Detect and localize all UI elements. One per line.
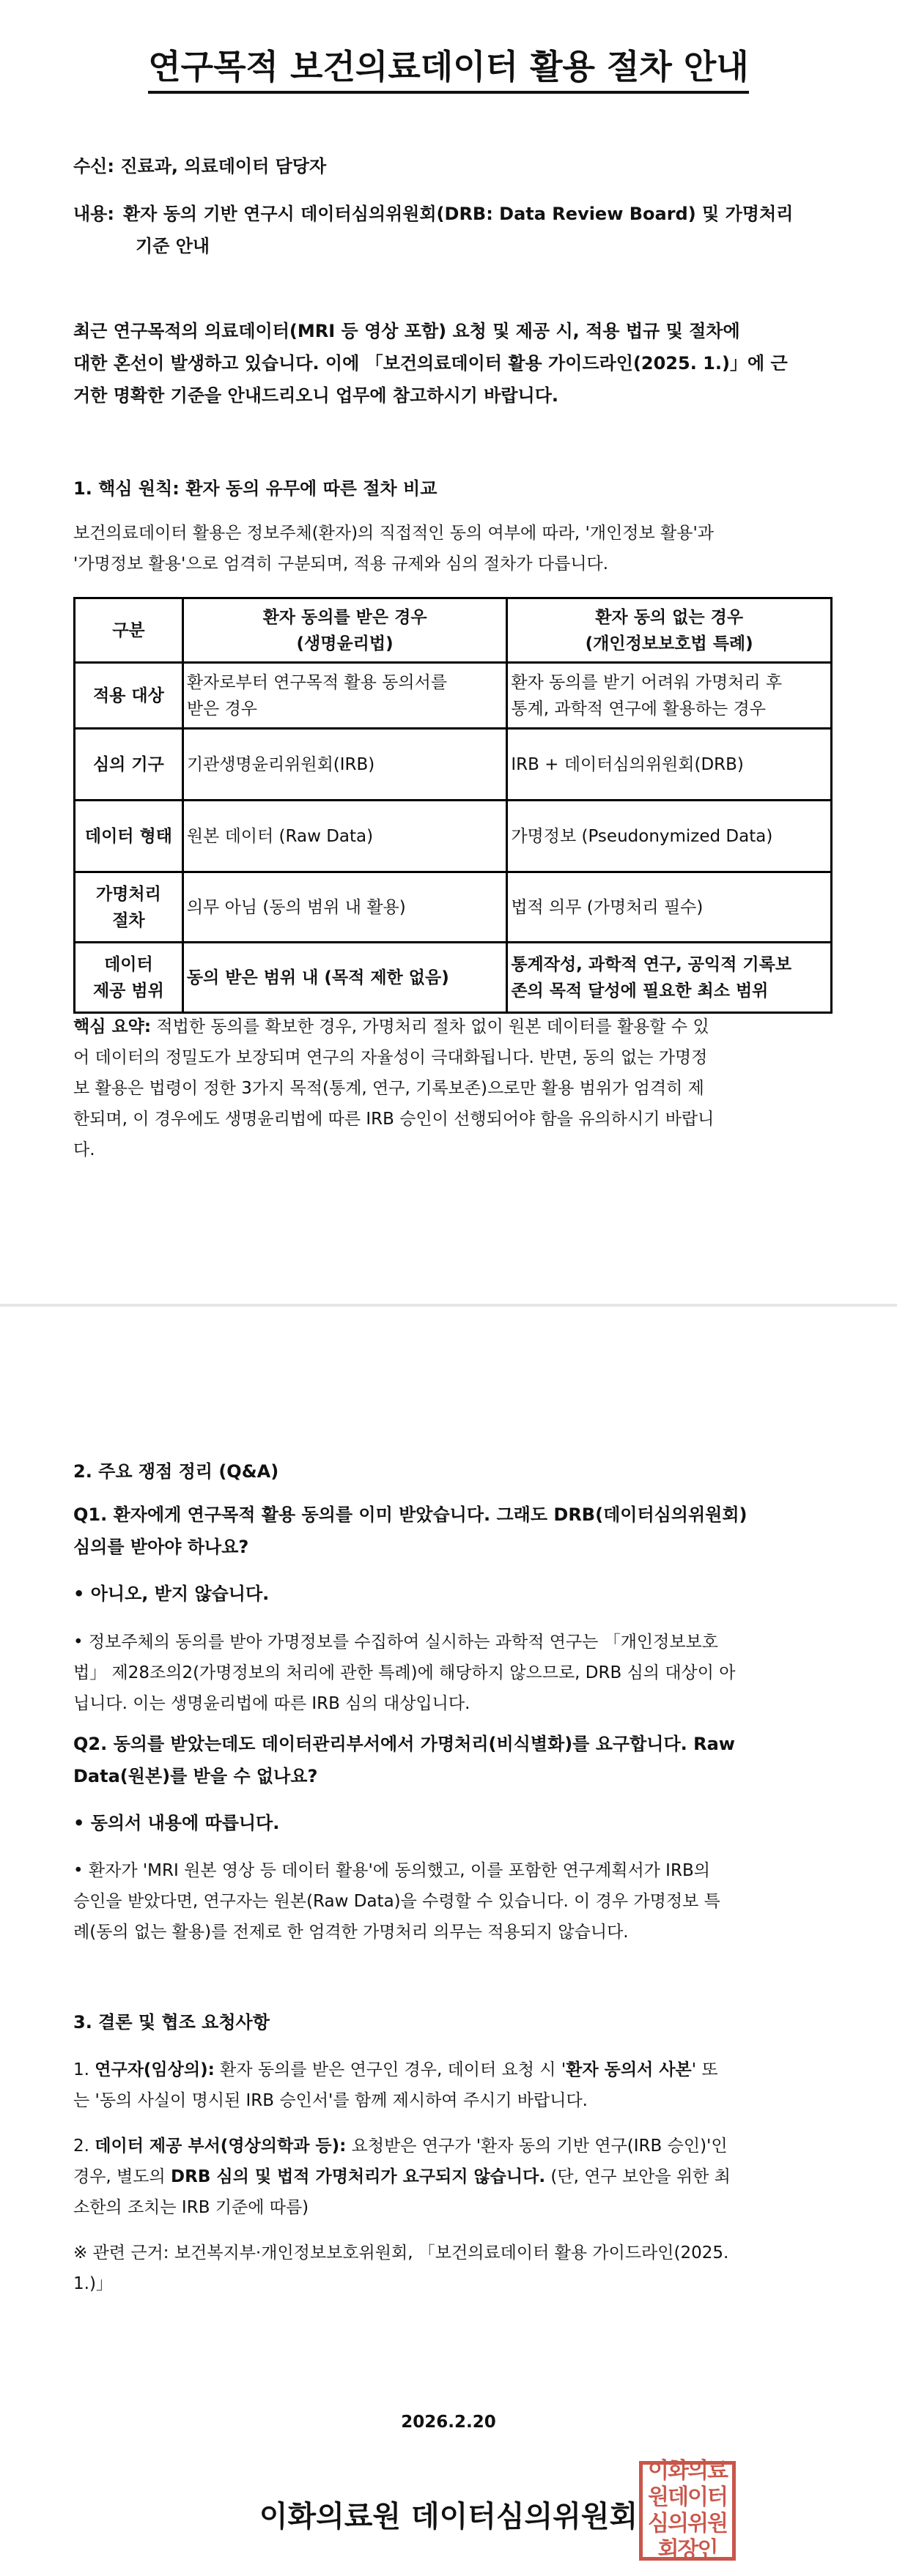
- q1-line-1: Q1. 환자에게 연구목적 활용 동의를 이미 받았습니다. 그래도 DRB(데이터심의위원회): [73, 1504, 748, 1525]
- header-with-consent-line-1: 환자 동의를 받은 경우: [262, 607, 427, 627]
- page-2: [0, 1307, 897, 2576]
- a1-line-1: • 정보주체의 동의를 받아 가명정보를 수집하여 실시하는 과학적 연구는 「개인정보보호: [73, 1633, 718, 1652]
- cell-with-consent: 기관생명윤리위원회(IRB): [182, 729, 506, 801]
- cell-without-consent: 가명정보 (Pseudonymized Data): [507, 801, 832, 872]
- row-label-line: 가명처리: [95, 884, 161, 904]
- a1-heading: • 아니오, 받지 않습니다.: [73, 1584, 270, 1604]
- document-title: 연구목적 보건의료데이터 활용 절차 안내: [0, 40, 897, 89]
- q2-line-1: Q2. 동의를 받았는데도 데이터관리부서에서 가명처리(비식별화)를 요구합니다. Raw: [73, 1734, 735, 1754]
- table-row: [75, 663, 832, 729]
- cell-without-consent: 법적 의무 (가명처리 필수): [507, 872, 832, 943]
- q2-line-2: Data(원본)를 받을 수 없나요?: [73, 1766, 318, 1786]
- a2-line-2: 승인을 받았다면, 연구자는 원본(Raw Data)을 수령할 수 있습니다. 이 경우 가명정보 특: [73, 1892, 720, 1911]
- header-category: 구분: [75, 598, 183, 663]
- row-label-line: 제공 범위: [92, 981, 164, 1001]
- q1-line-2: 심의를 받아야 하나요?: [73, 1537, 249, 1557]
- summary-text: 적법한 동의를 확보한 경우, 가명처리 절차 없이 원본 데이터를 활용할 수 있: [151, 1017, 709, 1036]
- intro-line-2: 대한 혼선이 발생하고 있습니다. 이에 「보건의료데이터 활용 가이드라인(2025. 1.)」에 근: [73, 353, 788, 374]
- item-2-line-2: [73, 2162, 731, 2191]
- cell-with-consent: [182, 663, 506, 729]
- table-row: [75, 729, 832, 801]
- item-1-line-2: 는 '동의 사실이 명시된 IRB 승인서'를 함께 제시하여 주시기 바랍니다.: [73, 2091, 588, 2110]
- item-number: 2.: [73, 2137, 95, 2156]
- table-row: [75, 943, 832, 1013]
- row-label: 적용 대상: [75, 663, 183, 729]
- row-label-line: 데이터: [104, 954, 153, 974]
- item-1-text: 환자 동의를 받은 연구인 경우, 데이터 요청 시 ': [214, 2060, 566, 2079]
- a2-heading: • 동의서 내용에 따릅니다.: [73, 1813, 280, 1833]
- section-1-heading: 1. 핵심 원칙: 환자 동의 유무에 따른 절차 비교: [73, 478, 438, 499]
- header-with-consent: [182, 598, 506, 663]
- a2-line-1: • 환자가 'MRI 원본 영상 등 데이터 활용'에 동의했고, 이를 포함한 연구계획서가 IRB의: [73, 1861, 710, 1880]
- section-1-para-line-1: 보건의료데이터 활용은 정보주체(환자)의 직접적인 동의 여부에 따라, '개인정보 활용'과: [73, 524, 715, 543]
- item-2-line-3: 소한의 조치는 IRB 기준에 따름): [73, 2198, 309, 2217]
- row-label: [75, 943, 183, 1013]
- summary-line-1: [73, 1012, 835, 1042]
- section-2-heading: 2. 주요 쟁점 정리 (Q&A): [73, 1461, 279, 1482]
- cell-without-consent: IRB + 데이터심의위원회(DRB): [507, 729, 832, 801]
- subject-line-1: 환자 동의 기반 연구시 데이터심의위원회(DRB: Data Review Board) 및 가명처리: [123, 204, 794, 224]
- item-2-line-1: [73, 2131, 728, 2161]
- item-1-text-end: ' 또: [691, 2060, 718, 2079]
- reference-line-2: 1.)」: [73, 2274, 113, 2293]
- cell-without-consent: [507, 943, 832, 1013]
- item-2-emphasis: DRB 심의 및 법적 가명처리가 요구되지 않습니다.: [171, 2167, 546, 2186]
- cell-line: 환자로부터 연구목적 활용 동의서를: [186, 672, 448, 692]
- summary-line-2: 어 데이터의 정밀도가 보장되며 연구의 자율성이 극대화됩니다. 반면, 동의 없는 가명정: [73, 1048, 708, 1067]
- a1-line-3: 닙니다. 이는 생명윤리법에 따른 IRB 심의 대상입니다.: [73, 1694, 470, 1713]
- header-with-consent-line-2: (생명윤리법): [296, 634, 394, 653]
- cell-line: 존의 목적 달성에 필요한 최소 범위: [511, 981, 769, 1001]
- recipient: 수신: 진료과, 의료데이터 담당자: [73, 156, 327, 177]
- signature-organization: 이화의료원 데이터심의위원회: [259, 2500, 638, 2534]
- cell-line: 환자 동의를 받기 어려워 가명처리 후: [511, 672, 783, 692]
- table-row: [75, 872, 832, 943]
- header-without-consent: [507, 598, 832, 663]
- summary-line-5: 다.: [73, 1140, 95, 1159]
- item-1-line-1: [73, 2055, 718, 2085]
- cell-line: 통계, 과학적 연구에 활용하는 경우: [511, 699, 766, 719]
- official-seal-icon: 이화의료원데이터심의위원회장인: [639, 2461, 736, 2561]
- reference-line-1: ※ 관련 근거: 보건복지부·개인정보보호위원회, 「보건의료데이터 활용 가이드라인(2025.: [73, 2243, 729, 2263]
- comparison-table: [73, 597, 833, 1014]
- item-number: 1.: [73, 2060, 95, 2079]
- a2-line-3: 례(동의 없는 활용)를 전제로 한 엄격한 가명처리 의무는 적용되지 않습니다.: [73, 1923, 629, 1942]
- table-header-row: [75, 598, 832, 663]
- cell-with-consent: 동의 받은 범위 내 (목적 제한 없음): [182, 943, 506, 1013]
- section-3-heading: 3. 결론 및 협조 요청사항: [73, 2012, 270, 2033]
- row-label-line: 절차: [112, 910, 145, 930]
- document-date: 2026.2.20: [401, 2413, 496, 2432]
- cell-line: 받은 경우: [186, 699, 258, 719]
- row-label: 심의 기구: [75, 729, 183, 801]
- table-row: [75, 801, 832, 872]
- row-label: [75, 872, 183, 943]
- header-without-consent-line-2: (개인정보보호법 특례): [585, 634, 753, 653]
- subject-label: 내용:: [73, 204, 114, 224]
- item-2-label: 데이터 제공 부서(영상의학과 등):: [95, 2137, 347, 2156]
- item-1-emphasis: 환자 동의서 사본: [566, 2060, 692, 2079]
- item-2-text: 경우, 별도의: [73, 2167, 171, 2186]
- item-1-label: 연구자(임상의):: [95, 2060, 215, 2079]
- cell-with-consent: 원본 데이터 (Raw Data): [182, 801, 506, 872]
- cell-line: 통계작성, 과학적 연구, 공익적 기록보: [511, 954, 792, 974]
- summary-label: 핵심 요약:: [73, 1017, 152, 1036]
- cell-with-consent: 의무 아님 (동의 범위 내 활용): [182, 872, 506, 943]
- summary-line-4: 한되며, 이 경우에도 생명윤리법에 따른 IRB 승인이 선행되어야 함을 유의하시기 바랍니: [73, 1110, 715, 1129]
- section-1-para-line-2: '가명정보 활용'으로 엄격히 구분되며, 적용 규제와 심의 절차가 다릅니다.: [73, 554, 609, 574]
- item-2-text-end: (단, 연구 보안을 위한 최: [545, 2167, 731, 2186]
- a1-line-2: 법」 제28조의2(가명정보의 처리에 관한 특례)에 해당하지 않으므로, DRB 심의 대상이 아: [73, 1663, 736, 1682]
- cell-without-consent: [507, 663, 832, 729]
- summary-line-3: 보 활용은 법령이 정한 3가지 목적(통계, 연구, 기록보존)으로만 활용 범위가 엄격히 제: [73, 1079, 704, 1098]
- item-2-text: 요청받은 연구가 '환자 동의 기반 연구(IRB 승인)'인: [346, 2137, 728, 2156]
- intro-line-3: 거한 명확한 기준을 안내드리오니 업무에 참고하시기 바랍니다.: [73, 385, 559, 406]
- intro-line-1: 최근 연구목적의 의료데이터(MRI 등 영상 포함) 요청 및 제공 시, 적용 법규 및 절차에: [73, 321, 740, 341]
- header-without-consent-line-1: 환자 동의 없는 경우: [595, 607, 744, 627]
- row-label: 데이터 형태: [75, 801, 183, 872]
- subject-line-2: 기준 안내: [136, 236, 210, 256]
